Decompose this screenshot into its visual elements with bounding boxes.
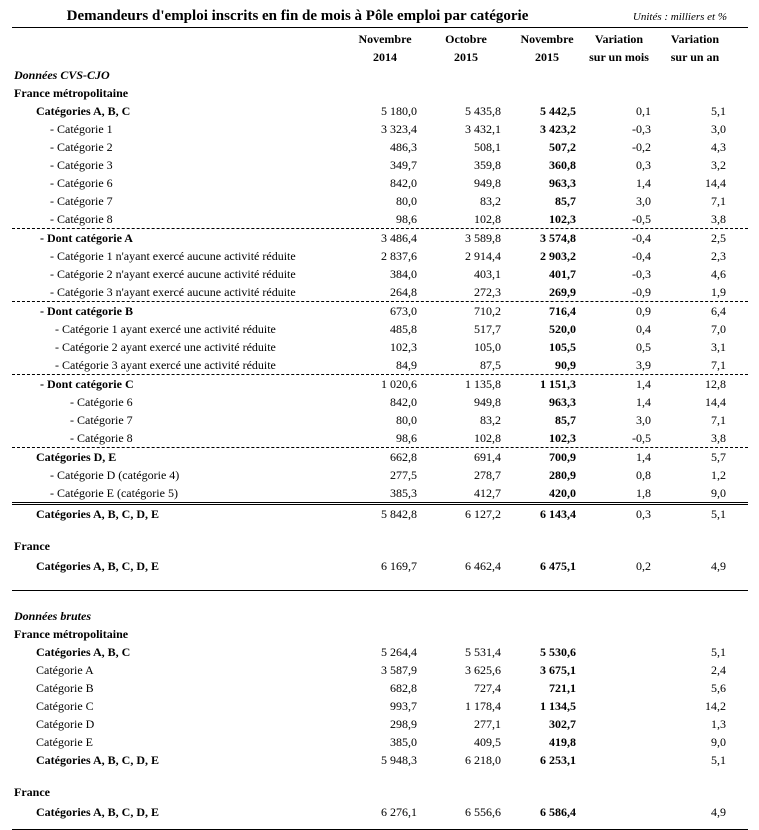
- cell-col-3: 90,9: [555, 358, 576, 372]
- row-label: Catégorie D: [36, 717, 95, 731]
- cell-col-1: 80,0: [396, 194, 417, 208]
- row-label: Catégorie A: [36, 663, 94, 677]
- section-cvs-title: [12, 66, 748, 84]
- cell-col-4: 0,5: [636, 340, 651, 354]
- cell-col-2: 6 556,6: [465, 805, 501, 819]
- cell-col-3: 507,2: [549, 140, 576, 154]
- col-header-nov-2014: Novembre 2014: [358, 32, 412, 64]
- table-row: [12, 447, 748, 466]
- section-cvs-metro-label: France métropolitaine: [14, 86, 129, 100]
- cell-col-2: 102,8: [474, 431, 501, 445]
- row-label: Catégorie B: [36, 681, 94, 695]
- table-row: [12, 502, 748, 523]
- table-row: [12, 661, 748, 679]
- cell-col-4: 0,1: [636, 104, 651, 118]
- cell-col-3: 716,4: [549, 304, 576, 318]
- cell-col-2: 3 432,1: [465, 122, 501, 136]
- cell-col-2: 278,7: [474, 468, 501, 482]
- cell-col-1: 298,9: [390, 717, 417, 731]
- cell-col-1: 264,8: [390, 285, 417, 299]
- cell-col-3: 420,0: [549, 486, 576, 500]
- cell-col-4: -0,3: [632, 122, 651, 136]
- row-label: - Catégorie 7: [70, 413, 133, 427]
- row-label: - Catégorie 2: [50, 140, 113, 154]
- cell-col-1: 486,3: [390, 140, 417, 154]
- cell-col-1: 102,3: [390, 340, 417, 354]
- cell-col-1: 993,7: [390, 699, 417, 713]
- cell-col-2: 83,2: [480, 413, 501, 427]
- row-label: - Dont catégorie A: [40, 231, 133, 245]
- row-label: Catégorie E: [36, 735, 93, 749]
- cell-col-5: 7,1: [711, 413, 726, 427]
- row-label: - Catégorie 6: [50, 176, 113, 190]
- cell-col-4: -0,4: [632, 231, 651, 245]
- row-label: - Catégorie 3 n'ayant exercé aucune activité réduite: [50, 285, 296, 299]
- cell-col-2: 517,7: [474, 322, 501, 336]
- cell-col-5: 1,3: [711, 717, 726, 731]
- cell-col-3: 5 530,6: [540, 645, 576, 659]
- cell-col-1: 277,5: [390, 468, 417, 482]
- cell-col-3: 6 253,1: [540, 753, 576, 767]
- cell-col-5: 5,1: [711, 645, 726, 659]
- table-row: [12, 192, 748, 210]
- cell-col-5: 12,8: [705, 377, 726, 391]
- row-label: Catégories A, B, C, D, E: [36, 753, 159, 767]
- col-header-var-month: Variation sur un mois: [589, 32, 649, 64]
- cell-col-3: 102,3: [549, 212, 576, 226]
- cell-col-3: 721,1: [549, 681, 576, 695]
- cell-col-3: 6 475,1: [540, 559, 576, 573]
- cell-col-2: 5 435,8: [465, 104, 501, 118]
- cell-col-5: 4,9: [711, 559, 726, 573]
- cell-col-1: 1 020,6: [381, 377, 417, 391]
- cell-col-1: 682,8: [390, 681, 417, 695]
- cell-col-2: 409,5: [474, 735, 501, 749]
- section-brutes-france: [12, 783, 748, 801]
- cell-col-5: 3,1: [711, 340, 726, 354]
- table-row: [12, 466, 748, 484]
- row-spacer: [12, 591, 748, 607]
- cell-col-1: 3 486,4: [381, 231, 417, 245]
- cell-col-3: 2 903,2: [540, 249, 576, 263]
- cell-col-4: 3,0: [636, 194, 651, 208]
- cell-col-1: 98,6: [396, 212, 417, 226]
- cell-col-3: 280,9: [549, 468, 576, 482]
- table-title: Demandeurs d'emploi inscrits en fin de mois à Pôle emploi par catégorie: [66, 8, 529, 24]
- row-label: - Catégorie 8: [70, 431, 133, 445]
- table-row: [12, 228, 748, 247]
- cell-col-3: 3 423,2: [540, 122, 576, 136]
- cell-col-1: 385,0: [390, 735, 417, 749]
- cell-col-1: 842,0: [390, 395, 417, 409]
- table-row: [12, 120, 748, 138]
- table-row: [12, 138, 748, 156]
- cell-col-1: 5 180,0: [381, 104, 417, 118]
- cell-col-1: 2 837,6: [381, 249, 417, 263]
- cell-col-3: 419,8: [549, 735, 576, 749]
- row-label: Catégories A, B, C, D, E: [36, 805, 159, 819]
- cell-col-2: 3 589,8: [465, 231, 501, 245]
- cell-col-3: 401,7: [549, 267, 576, 281]
- cell-col-3: 85,7: [555, 413, 576, 427]
- table-row: [12, 393, 748, 411]
- row-label: - Catégorie 1: [50, 122, 113, 136]
- cell-col-2: 6 218,0: [465, 753, 501, 767]
- table-row: [12, 733, 748, 751]
- cell-col-5: 7,1: [711, 194, 726, 208]
- cell-col-3: 520,0: [549, 322, 576, 336]
- table-row: [12, 411, 748, 429]
- cell-col-5: 7,0: [711, 322, 726, 336]
- cell-col-2: 277,1: [474, 717, 501, 731]
- col-header-var-year: Variation sur un an: [670, 32, 720, 64]
- cell-col-1: 349,7: [390, 158, 417, 172]
- cell-col-4: -0,3: [632, 267, 651, 281]
- cell-col-5: 9,0: [711, 486, 726, 500]
- cell-col-1: 5 264,4: [381, 645, 417, 659]
- cell-col-3: 105,5: [549, 340, 576, 354]
- cell-col-1: 5 948,3: [381, 753, 417, 767]
- row-label: - Catégorie 1 ayant exercé une activité réduite: [55, 322, 276, 336]
- cell-col-5: 4,6: [711, 267, 726, 281]
- row-label: - Dont catégorie B: [40, 304, 133, 318]
- row-label: Catégories A, B, C, D, E: [36, 559, 159, 573]
- cell-col-1: 842,0: [390, 176, 417, 190]
- cell-col-1: 384,0: [390, 267, 417, 281]
- cell-col-1: 84,9: [396, 358, 417, 372]
- data-table: [12, 66, 748, 830]
- cell-col-4: 0,8: [636, 468, 651, 482]
- table-row: [12, 715, 748, 733]
- table-row: [12, 247, 748, 265]
- cell-col-4: -0,2: [632, 140, 651, 154]
- table-row: [12, 555, 748, 577]
- col-header-nov-2015: Novembre 2015: [520, 32, 574, 64]
- cell-col-2: 403,1: [474, 267, 501, 281]
- cell-col-5: 3,0: [711, 122, 726, 136]
- cell-col-5: 5,1: [711, 104, 726, 118]
- cell-col-3: 3 675,1: [540, 663, 576, 677]
- top-rule: [12, 27, 748, 28]
- cell-col-2: 6 462,4: [465, 559, 501, 573]
- cell-col-3: 700,9: [549, 450, 576, 464]
- cell-col-5: 2,4: [711, 663, 726, 677]
- section-brutes-metro: [12, 625, 748, 643]
- cell-col-4: 1,4: [636, 176, 651, 190]
- cell-col-4: 1,4: [636, 450, 651, 464]
- row-label: - Catégorie 7: [50, 194, 113, 208]
- table-row: [12, 429, 748, 447]
- cell-col-5: 4,3: [711, 140, 726, 154]
- cell-col-5: 3,8: [711, 431, 726, 445]
- row-label: - Catégorie 8: [50, 212, 113, 226]
- cell-col-5: 2,5: [711, 231, 726, 245]
- cell-col-2: 5 531,4: [465, 645, 501, 659]
- cell-col-1: 98,6: [396, 431, 417, 445]
- cell-col-1: 6 169,7: [381, 559, 417, 573]
- cell-col-2: 1 178,4: [465, 699, 501, 713]
- cell-col-5: 5,1: [711, 753, 726, 767]
- table-row: [12, 643, 748, 661]
- cell-col-3: 963,3: [549, 176, 576, 190]
- units-note: Unités : milliers et %: [632, 11, 727, 23]
- cell-col-2: 949,8: [474, 176, 501, 190]
- cell-col-4: 0,4: [636, 322, 651, 336]
- table-row: [12, 265, 748, 283]
- cell-col-5: 3,2: [711, 158, 726, 172]
- table-row: [12, 356, 748, 374]
- table-row: [12, 174, 748, 192]
- cell-col-5: 5,7: [711, 450, 726, 464]
- row-label: - Catégorie 6: [70, 395, 133, 409]
- cell-col-3: 85,7: [555, 194, 576, 208]
- row-label: - Catégorie 2 n'ayant exercé aucune activité réduite: [50, 267, 296, 281]
- section-cvs-france-label: France: [14, 539, 50, 553]
- cell-col-2: 727,4: [474, 681, 501, 695]
- table-row: [12, 697, 748, 715]
- row-label: - Catégorie D (catégorie 4): [50, 468, 180, 482]
- cell-col-4: -0,9: [632, 285, 651, 299]
- cell-col-3: 6 143,4: [540, 507, 576, 521]
- row-label: Catégories D, E: [36, 450, 117, 464]
- row-label: - Catégorie 3 ayant exercé une activité réduite: [55, 358, 276, 372]
- cell-col-2: 359,8: [474, 158, 501, 172]
- cell-col-2: 83,2: [480, 194, 501, 208]
- cell-col-2: 105,0: [474, 340, 501, 354]
- row-label: - Catégorie E (catégorie 5): [50, 486, 178, 500]
- cell-col-5: 9,0: [711, 735, 726, 749]
- cell-col-1: 3 323,4: [381, 122, 417, 136]
- cell-col-1: 485,8: [390, 322, 417, 336]
- cell-col-2: 87,5: [480, 358, 501, 372]
- section-brutes-title: [12, 607, 748, 625]
- cell-col-2: 949,8: [474, 395, 501, 409]
- section-brutes-france-label: France: [14, 785, 50, 799]
- cell-col-5: 5,6: [711, 681, 726, 695]
- cell-col-5: 4,9: [711, 805, 726, 819]
- cell-col-5: 3,8: [711, 212, 726, 226]
- cell-col-4: 1,4: [636, 377, 651, 391]
- row-label: - Catégorie 3: [50, 158, 113, 172]
- cell-col-2: 272,3: [474, 285, 501, 299]
- row-spacer: [12, 769, 748, 783]
- row-label: Catégories A, B, C: [36, 645, 131, 659]
- cell-col-3: 102,3: [549, 431, 576, 445]
- cell-col-3: 6 586,4: [540, 805, 576, 819]
- cell-col-2: 691,4: [474, 450, 501, 464]
- cell-col-4: -0,5: [632, 431, 651, 445]
- cell-col-5: 2,3: [711, 249, 726, 263]
- cell-col-3: 963,3: [549, 395, 576, 409]
- table-row: [12, 102, 748, 120]
- cell-col-1: 5 842,8: [381, 507, 417, 521]
- row-label: Catégories A, B, C: [36, 104, 131, 118]
- table-row: [12, 210, 748, 228]
- cell-col-3: 5 442,5: [540, 104, 576, 118]
- col-header-oct-2015: Octobre 2015: [445, 32, 487, 64]
- cell-col-3: 1 151,3: [540, 377, 576, 391]
- section-brutes-metro-label: France métropolitaine: [14, 627, 129, 641]
- cell-col-4: -0,4: [632, 249, 651, 263]
- table-row: [12, 374, 748, 393]
- cell-col-2: 710,2: [474, 304, 501, 318]
- cell-col-4: 3,0: [636, 413, 651, 427]
- table-row: [12, 751, 748, 769]
- table-row: [12, 156, 748, 174]
- row-label: - Catégorie 2 ayant exercé une activité réduite: [55, 340, 276, 354]
- cell-col-4: 1,8: [636, 486, 651, 500]
- cell-col-2: 508,1: [474, 140, 501, 154]
- cell-col-5: 14,4: [705, 395, 726, 409]
- row-label: - Catégorie 1 n'ayant exercé aucune activité réduite: [50, 249, 296, 263]
- table-row: [12, 801, 748, 823]
- table-row: [12, 338, 748, 356]
- cell-col-2: 2 914,4: [465, 249, 501, 263]
- section-cvs-metro: [12, 84, 748, 102]
- cell-col-2: 102,8: [474, 212, 501, 226]
- cell-col-2: 1 135,8: [465, 377, 501, 391]
- section-cvs-title-label: Données CVS-CJO: [14, 68, 110, 82]
- cell-col-3: 1 134,5: [540, 699, 576, 713]
- table-row: [12, 484, 748, 502]
- row-spacer: [12, 577, 748, 591]
- cell-col-5: 1,9: [711, 285, 726, 299]
- cell-col-5: 14,4: [705, 176, 726, 190]
- table-row: [12, 320, 748, 338]
- cell-col-1: 673,0: [390, 304, 417, 318]
- cell-col-3: 360,8: [549, 158, 576, 172]
- cell-col-1: 80,0: [396, 413, 417, 427]
- row-label: - Dont catégorie C: [40, 377, 134, 391]
- cell-col-5: 14,2: [705, 699, 726, 713]
- cell-col-1: 6 276,1: [381, 805, 417, 819]
- cell-col-1: 662,8: [390, 450, 417, 464]
- cell-col-1: 3 587,9: [381, 663, 417, 677]
- section-cvs-france: [12, 537, 748, 555]
- cell-col-3: 269,9: [549, 285, 576, 299]
- cell-col-2: 6 127,2: [465, 507, 501, 521]
- row-label: Catégories A, B, C, D, E: [36, 507, 159, 521]
- cell-col-4: -0,5: [632, 212, 651, 226]
- row-spacer: [12, 523, 748, 537]
- cell-col-2: 3 625,6: [465, 663, 501, 677]
- cell-col-4: 1,4: [636, 395, 651, 409]
- cell-col-2: 412,7: [474, 486, 501, 500]
- cell-col-5: 5,1: [711, 507, 726, 521]
- cell-col-3: 3 574,8: [540, 231, 576, 245]
- cell-col-4: 0,3: [636, 158, 651, 172]
- cell-col-3: 302,7: [549, 717, 576, 731]
- row-label: Catégorie C: [36, 699, 94, 713]
- cell-col-5: 6,4: [711, 304, 726, 318]
- cell-col-4: 0,2: [636, 559, 651, 573]
- cell-col-5: 1,2: [711, 468, 726, 482]
- table-row: [12, 679, 748, 697]
- cell-col-4: 3,9: [636, 358, 651, 372]
- cell-col-5: 7,1: [711, 358, 726, 372]
- cell-col-4: 0,3: [636, 507, 651, 521]
- cell-col-4: 0,9: [636, 304, 651, 318]
- table-row: [12, 283, 748, 301]
- section-brutes-title-label: Données brutes: [14, 609, 92, 623]
- cell-col-1: 385,3: [390, 486, 417, 500]
- table-row: [12, 301, 748, 320]
